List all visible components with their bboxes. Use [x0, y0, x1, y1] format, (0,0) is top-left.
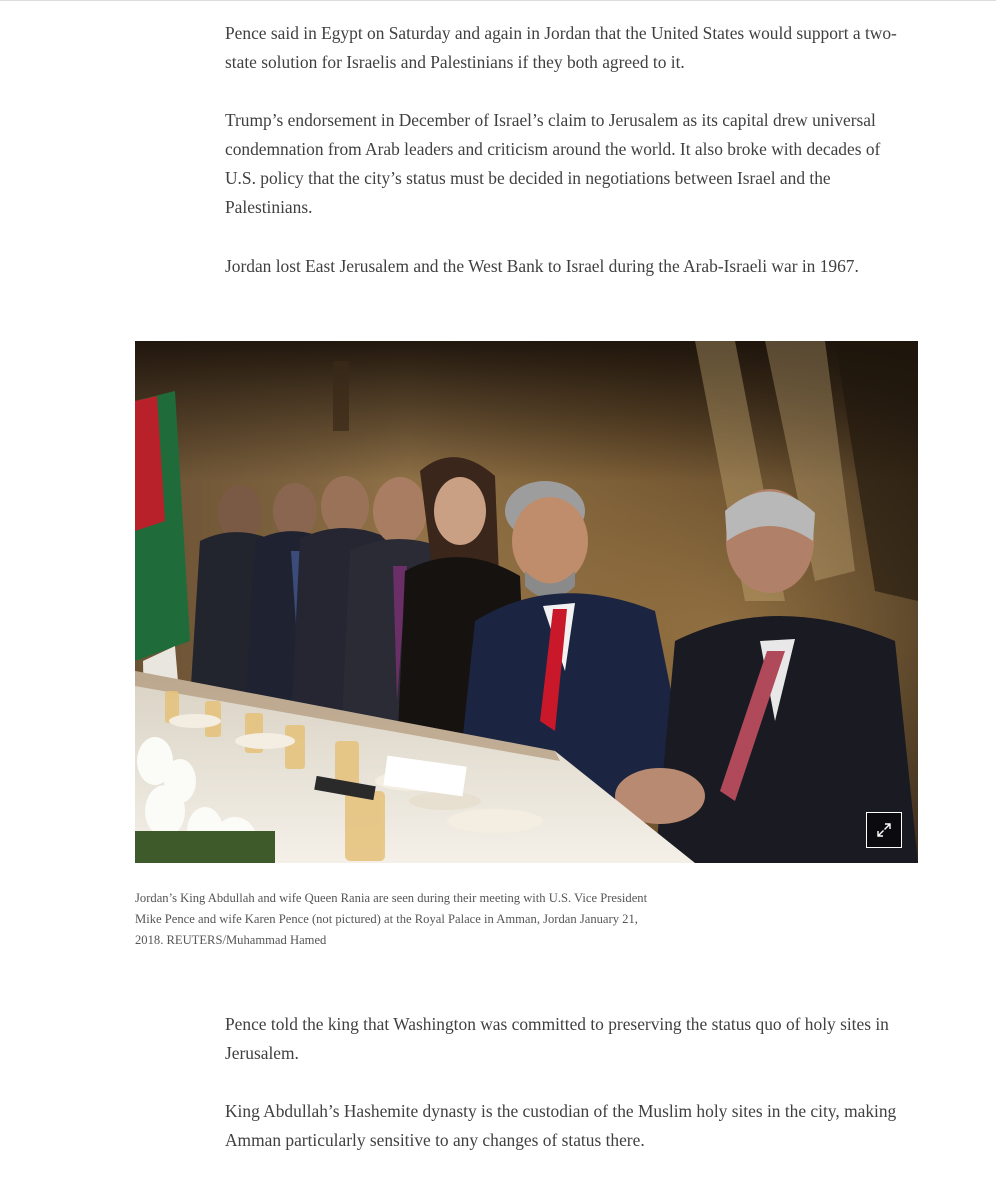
- top-divider: [0, 0, 996, 1]
- expand-icon: [874, 820, 894, 840]
- article-paragraph: Trump’s endorsement in December of Israel’s claim to Jerusalem as its capital drew universal condemnation from Arab leaders and criticism around the world. It also broke with decades of U.S. policy that the city’s status must be decided in negotiations between Israel and the Palestinians.: [225, 110, 881, 217]
- article-paragraph: Pence told the king that Washington was committed to preserving the status quo of holy sites in Jerusalem.: [225, 1014, 889, 1063]
- article-paragraph: King Abdullah’s Hashemite dynasty is the custodian of the Muslim holy sites in the city, making Amman particularly sensitive to any changes of status there.: [225, 1101, 897, 1150]
- article-photo: [135, 341, 918, 863]
- photo-caption: Jordan’s King Abdullah and wife Queen Rania are seen during their meeting with U.S. Vice President Mike Pence and wife Karen Pence (not pictured) at the Royal Palace in Amman, Jordan January 21, 2018. REUTERS/Muhammad Hamed: [135, 891, 648, 947]
- article-paragraph: Jordan lost East Jerusalem and the West Bank to Israel during the Arab-Israeli war in 1967.: [225, 256, 859, 276]
- article-paragraph: Pence said in Egypt on Saturday and again in Jordan that the United States would support a two-state solution for Israelis and Palestinians if they both agreed to it.: [225, 23, 897, 72]
- expand-image-button[interactable]: [866, 812, 902, 848]
- article-figure: [135, 341, 918, 863]
